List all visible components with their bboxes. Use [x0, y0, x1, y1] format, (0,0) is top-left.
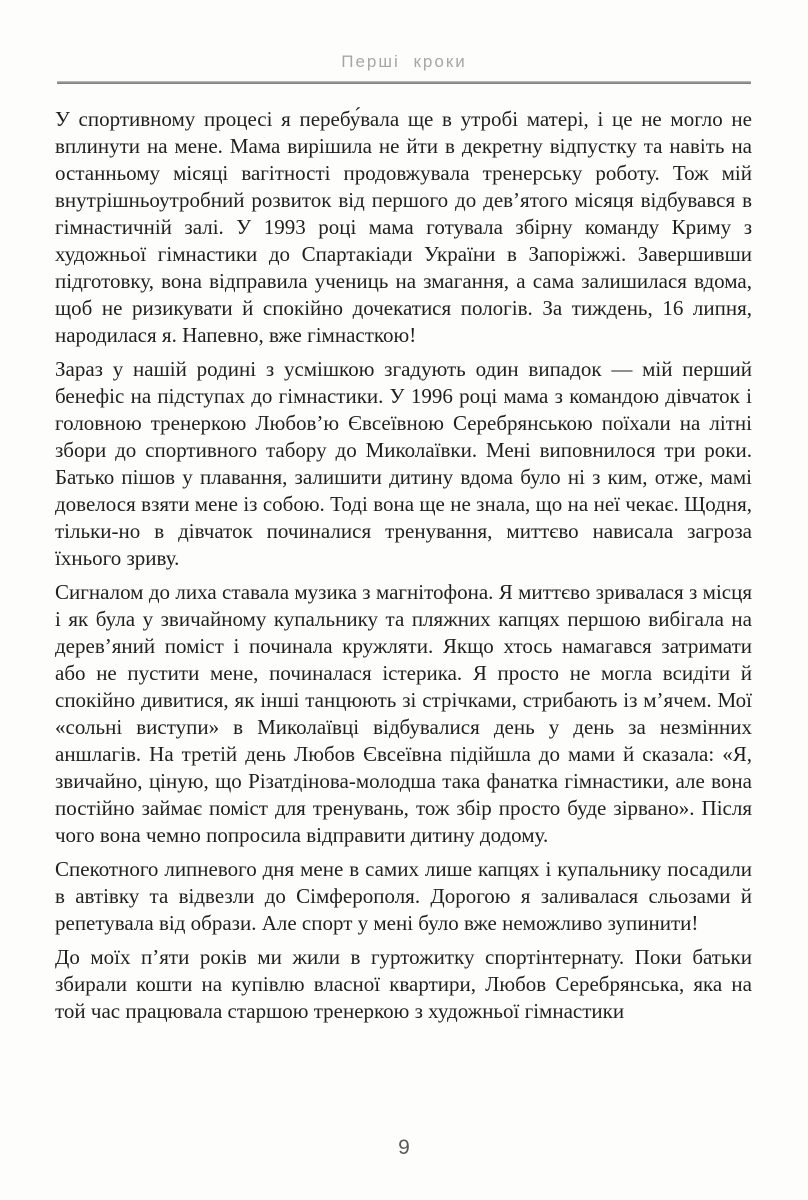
- running-title: Перші кроки: [341, 52, 467, 71]
- paragraph-4: Спекотного липневого дня мене в самих лише капцях і купальнику посадили в автівку та відвезли до Сімферополя. Дорогою я заливалася сльозами й репетувала від образи. Але спорт у мені було вже неможливо зупинити!: [55, 857, 752, 935]
- paragraph-3: Сигналом до лиха ставала музика з магнітофона. Я миттєво зривалася з місця і як була у звичайному купальнику та пляжних капцях першою вибігала на дерев’яний поміст і починала кружляти. Якщо хтось намагався затримати або не пустити мене, починалася істерика. Я просто не могла всидіти й спокійно дивитися, як інші танцюють зі стрічками, стрибають із м’ячем. Мої «сольні виступи» в Миколаївці відбувалися день у день за незмінних аншлагів. На третій день Любов Євсеївна підійшла до мами й сказала: «Я, звичайно, ціную, що Різатдінова-молодша така фанатка гімнастики, але вона постійно займає поміст для тренувань, тож збір просто буде зірвано». Після чого вона чемно попросила відправити дитину додому.: [55, 580, 752, 847]
- paragraph-5: До моїх п’яти років ми жили в гуртожитку спортінтернату. Поки батьки збирали кошти на купівлю власної квартири, Любов Серебрянська, яка на той час працювала старшою тренеркою з художньої гімнастики: [55, 945, 752, 1023]
- page-body: [55, 106, 752, 1032]
- paragraph-1: У спортивному процесі я перебу́вала ще в утробі матері, і це не могло не вплинути на мене. Мама вирішила не йти в декретну відпустку та навіть на останньому місяці вагітності продовжувала тренерську роботу. Тож мій внутрішньоутробний розвиток від першого до дев’ятого місяця відбувався в гімнастичній залі. У 1993 році мама готувала збірну команду Криму з художньої гімнастики до Спартакіади України в Запоріжжі. Завершивши підготовку, вона відправила учениць на змагання, а сама залишилася вдома, щоб не ризикувати й спокійно дочекатися пологів. За тиждень, 16 липня, народилася я. Напевно, вже гімнасткою!: [55, 107, 752, 347]
- page-number: 9: [398, 1136, 410, 1159]
- header-rule: [57, 81, 751, 84]
- paragraph-2: Зараз у нашій родині з усмішкою згадують один випадок — мій перший бенефіс на підступах до гімнастики. У 1996 році мама з командою дівчаток і головною тренеркою Любов’ю Євсеївною Серебрянською поїхали на літні збори до спортивного табору до Миколаївки. Мені виповнилося три роки. Батько пішов у плавання, залишити дитину вдома було ні з ким, отже, мамі довелося взяти мене із собою. Тоді вона ще не знала, що на неї чекає. Щодня, тільки-но в дівчаток починалися тренування, миттєво нависала загроза їхнього зриву.: [55, 357, 752, 570]
